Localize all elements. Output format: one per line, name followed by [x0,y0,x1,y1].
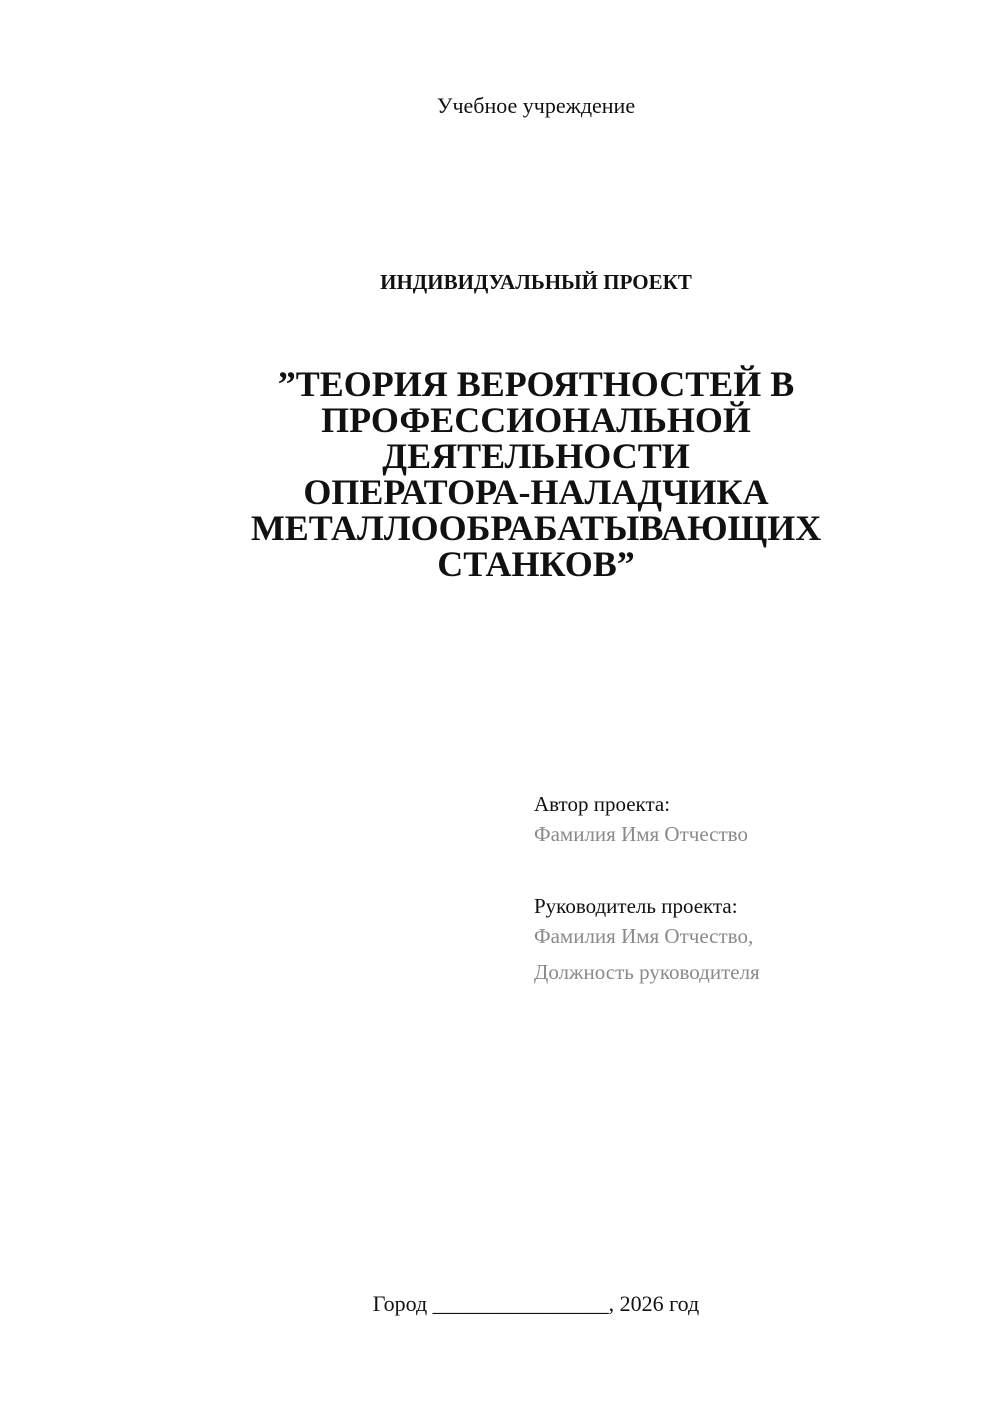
project-title-line: ОПЕРАТОРА-НАЛАДЧИКА [303,472,769,512]
project-title [180,366,892,582]
author-label: Автор проекта: [534,792,671,816]
author-name: Фамилия Имя Отчество [534,822,748,846]
institution-name: Учебное учреждение [436,93,636,118]
supervisor-position: Должность руководителя [534,960,760,984]
project-title-line: СТАНКОВ” [437,544,635,584]
project-type-heading: ИНДИВИДУАЛЬНЫЙ ПРОЕКТ [380,270,692,294]
supervisor-name: Фамилия Имя Отчество, [534,924,754,948]
project-title-line: ”ТЕОРИЯ ВЕРОЯТНОСТЕЙ В [277,364,795,404]
supervisor-label: Руководитель проекта: [534,894,738,918]
city-year-line: Город ________________, 2026 год [372,1291,700,1316]
project-title-line: МЕТАЛЛООБРАБАТЫВАЮЩИХ [250,508,822,548]
project-title-line: ПРОФЕССИОНАЛЬНОЙ [321,400,751,440]
project-title-line: ДЕЯТЕЛЬНОСТИ [382,436,690,476]
authors-block [534,790,974,994]
